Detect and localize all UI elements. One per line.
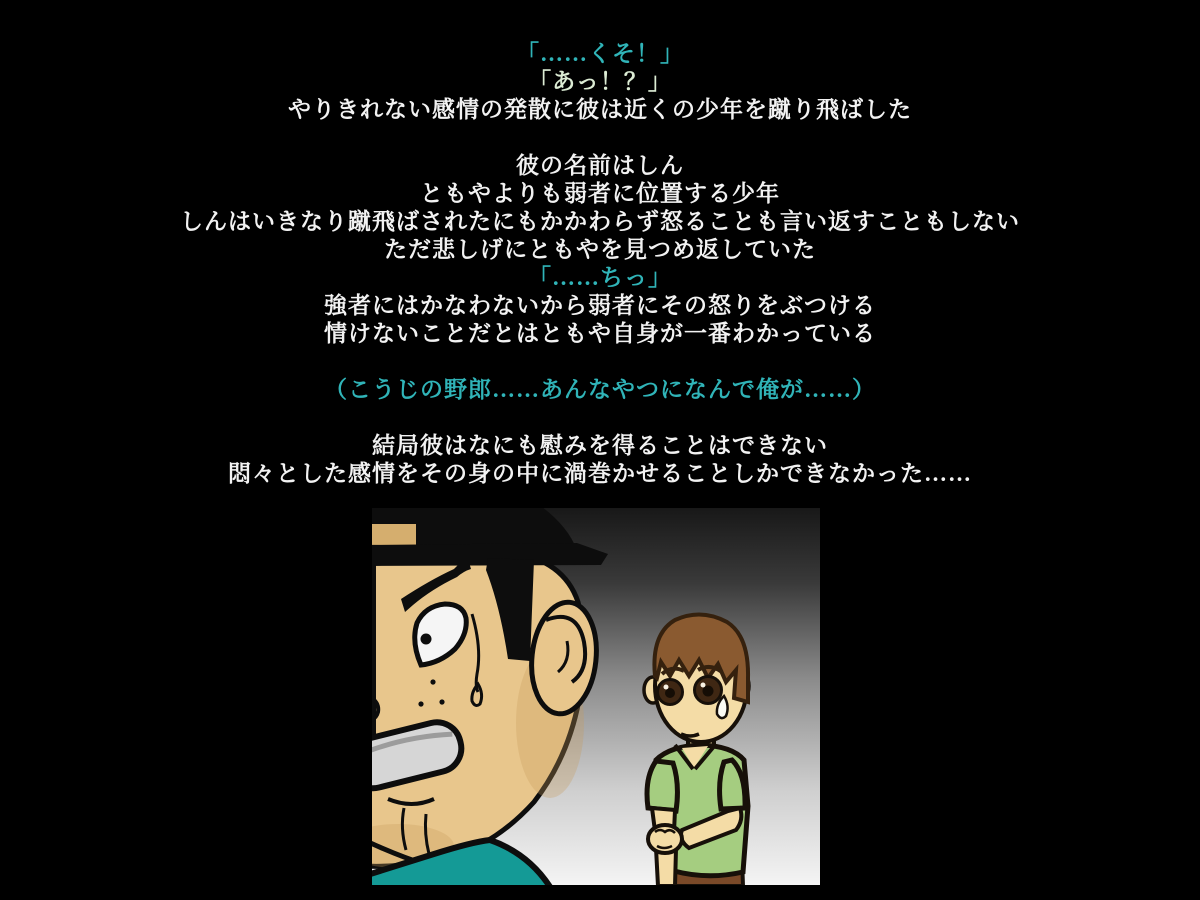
story-line: 「……ちっ」 (528, 265, 672, 290)
story-text (0, 40, 1200, 488)
story-line: 情けないことだとはともや自身が一番わかっている (324, 321, 876, 346)
story-line: しんはいきなり蹴飛ばされたにもかかわらず怒ることも言い返すこともしない (180, 209, 1020, 234)
scene-canvas (372, 508, 820, 885)
story-line: 「あっ！？」 (528, 69, 672, 94)
story-line: 結局彼はなにも慰みを得ることはできない (372, 433, 828, 458)
story-line: やりきれない感情の発散に彼は近くの少年を蹴り飛ばした (288, 97, 912, 122)
story-line: 悶々とした感情をその身の中に渦巻かせることしかできなかった…… (228, 461, 972, 486)
story-line: 「……くそ！」 (516, 41, 684, 66)
story-line: ともやよりも弱者に位置する少年 (420, 181, 780, 206)
story-line-blank (0, 348, 1200, 376)
story-line-blank (0, 404, 1200, 432)
scene-illustration (372, 508, 820, 885)
story-line: （こうじの野郎……あんなやつになんで俺が……） (324, 377, 876, 402)
story-line: ただ悲しげにともやを見つめ返していた (384, 237, 816, 262)
story-line-blank (0, 124, 1200, 152)
story-line: 彼の名前はしん (516, 153, 684, 178)
story-line: 強者にはかなわないから弱者にその怒りをぶつける (324, 293, 876, 318)
